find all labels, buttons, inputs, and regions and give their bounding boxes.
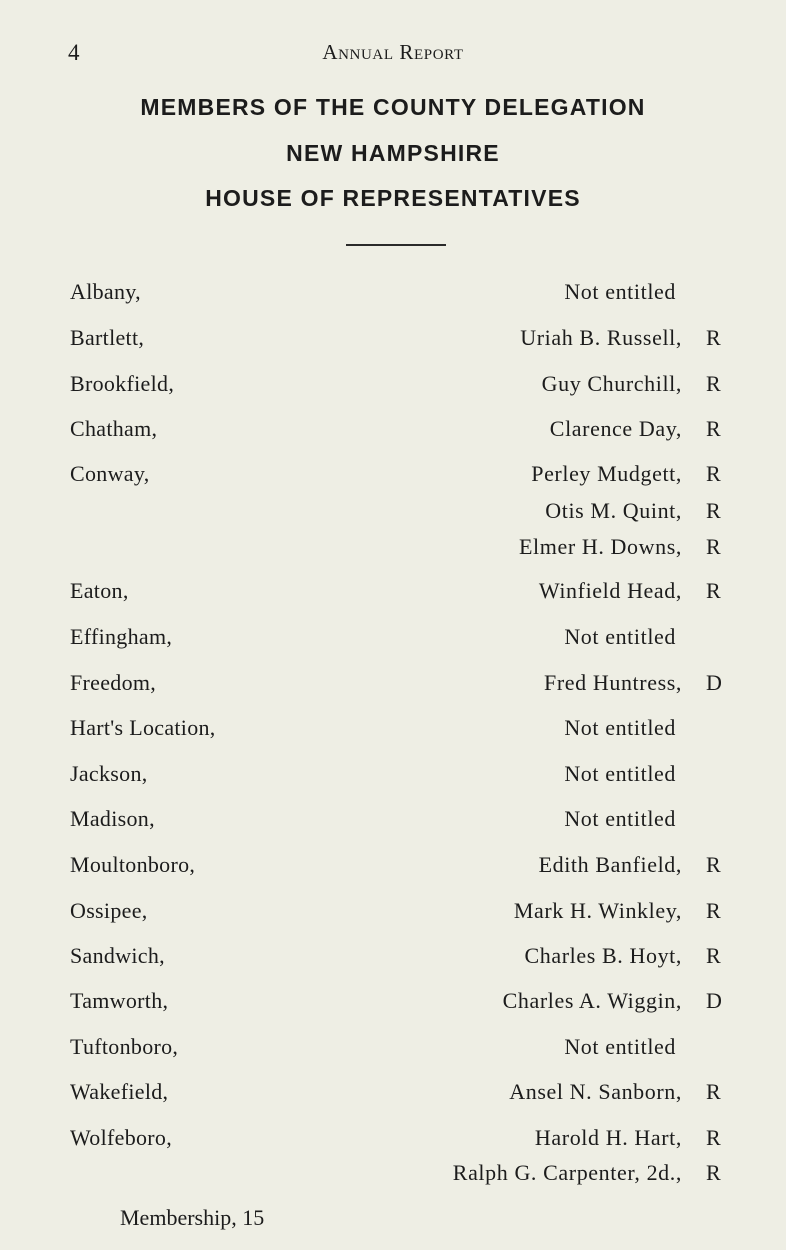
representative-name: Uriah B. Russell, [520,325,682,350]
representative-name: Not entitled [564,624,676,649]
table-row [0,578,786,618]
representative-name: Not entitled [564,1034,676,1059]
town-name: Moultonboro, [70,852,196,877]
heading-house: HOUSE OF REPRESENTATIVES [205,185,581,211]
town-name: Bartlett, [70,325,145,350]
representative-name: Perley Mudgett, [531,461,682,486]
table-row [0,806,786,846]
representative-name: Not entitled [564,761,676,786]
table-row [0,325,786,365]
representative-name: Not entitled [564,279,676,304]
representative-name: Not entitled [564,715,676,740]
party-code: R [706,534,721,559]
representative-name: Fred Huntress, [544,670,682,695]
town-name: Hart's Location, [70,715,216,740]
party-code: R [706,1160,721,1185]
heading-delegation: MEMBERS OF THE COUNTY DELEGATION [140,94,646,120]
town-name: Wakefield, [70,1079,169,1104]
heading-state: NEW HAMPSHIRE [286,140,500,166]
party-code: R [706,371,721,396]
table-row [0,898,786,938]
representative-name: Guy Churchill, [541,371,682,396]
table-row [0,279,786,319]
representative-name: Edith Banfield, [538,852,682,877]
town-name: Sandwich, [70,943,165,968]
town-name: Wolfeboro, [70,1125,173,1150]
party-code: R [706,898,721,923]
representative-name: Winfield Head, [538,578,682,603]
table-row [0,988,786,1028]
table-row [0,1079,786,1119]
table-row [0,1034,786,1074]
representative-name: Charles A. Wiggin, [502,988,682,1013]
town-name: Ossipee, [70,898,148,923]
town-name: Freedom, [70,670,157,695]
party-code: R [706,416,721,441]
table-row [0,416,786,456]
party-code: R [706,498,721,523]
town-name: Conway, [70,461,150,486]
table-row [0,498,786,538]
table-row [0,852,786,892]
party-code: R [706,1125,721,1150]
membership-total: Membership, 15 [120,1205,265,1230]
representative-name: Otis M. Quint, [545,498,682,523]
table-row [0,943,786,983]
town-name: Jackson, [70,761,148,786]
party-code: R [706,461,721,486]
table-row [0,371,786,411]
table-row [0,670,786,710]
town-name: Albany, [70,279,141,304]
table-row [0,761,786,801]
representative-name: Elmer H. Downs, [519,534,682,559]
table-row [0,624,786,664]
representative-name: Charles B. Hoyt, [524,943,682,968]
page-number: 4 [68,40,80,65]
representative-name: Mark H. Winkley, [513,898,682,923]
running-head: Annual Report [322,40,464,64]
table-row [0,461,786,501]
party-code: D [706,670,722,695]
party-code: R [706,852,721,877]
town-name: Tuftonboro, [70,1034,179,1059]
representative-name: Ansel N. Sanborn, [509,1079,682,1104]
town-name: Madison, [70,806,155,831]
town-name: Brookfield, [70,371,175,396]
representative-name: Ralph G. Carpenter, 2d., [452,1160,682,1185]
town-name: Tamworth, [70,988,169,1013]
town-name: Chatham, [70,416,158,441]
party-code: R [706,325,721,350]
table-row [0,715,786,755]
party-code: R [706,943,721,968]
divider-rule [346,244,446,246]
town-name: Effingham, [70,624,173,649]
party-code: R [706,578,721,603]
representative-name: Harold H. Hart, [534,1125,682,1150]
table-row [0,534,786,574]
party-code: D [706,988,722,1013]
table-row [0,1160,786,1200]
representative-name: Not entitled [564,806,676,831]
table-row [0,1125,786,1165]
representative-name: Clarence Day, [549,416,682,441]
party-code: R [706,1079,721,1104]
town-name: Eaton, [70,578,129,603]
